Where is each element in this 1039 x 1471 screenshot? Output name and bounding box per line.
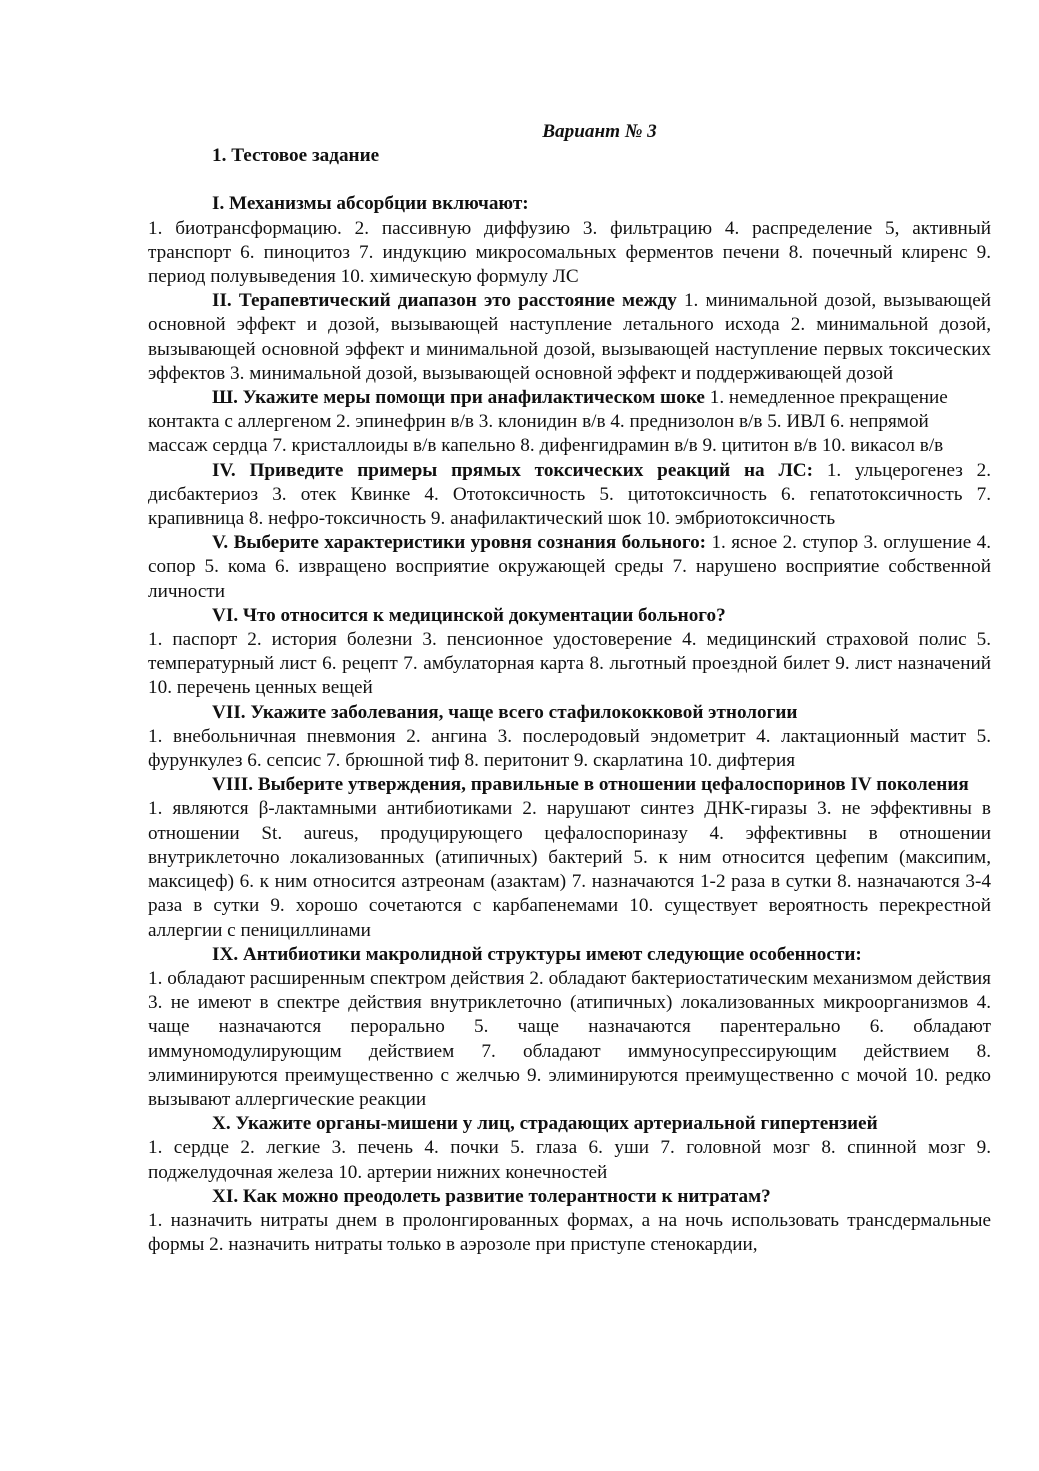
question-answers: 1. ясное 2. ступор 3. оглушение 4. сопор 5. кома 6. извращено восприятие окружающей среды 7. нарушено восприятие собственной личности: [148, 532, 991, 602]
variant-title: Вариант № 3: [542, 121, 657, 142]
question-7: [148, 701, 991, 774]
question-answers: 1. немедленное прекращение контакта с аллергеном 2. эпинефрин в/в 3. клонидин в/в 4. преднизолон в/в 5. ИВЛ 6. непрямой массаж сердца 7. кристаллоиды в/в капельно 8. дифенгидрамин в/в 9. цититон в/в 10. викасол в/в: [148, 387, 948, 457]
question-heading: VIII. Выберите утверждения, правильные в отношении цефалоспоринов IV поколения: [212, 774, 969, 796]
question-10: [148, 1112, 991, 1185]
question-heading: II. Терапевтический диапазон это расстояние между: [212, 290, 677, 312]
question-answers: 1. паспорт 2. история болезни 3. пенсионное удостоверение 4. медицинский страховой полис 5. температурный лист 6. рецепт 7. амбулаторная карта 8. льготный проездной билет 9. лист назначений 10. перечень ценных вещей: [148, 629, 991, 699]
question-3: [148, 386, 991, 459]
question-2: [148, 289, 991, 386]
question-11: [148, 1185, 991, 1258]
document-page: [148, 120, 991, 1257]
question-heading: X. Укажите органы-мишени у лиц, страдающих артериальной гипертензией: [212, 1113, 878, 1135]
question-heading: VII. Укажите заболевания, чаще всего стафилококковой этнологии: [212, 701, 798, 723]
question-answers: 1. ульцерогенез 2. дисбактериоз 3. отек Квинке 4. Ототоксичность 5. цитотоксичность 6. гепатотоксичность 7. крапивница 8. нефро-токсичность 9. анафилактический шок 10. эмбриотоксичность: [148, 459, 991, 530]
question-answers: 1. биотрансформацию. 2. пассивную диффузию 3. фильтрацию 4. распределение 5, активный транспорт 6. пиноцитоз 7. индукцию микросомальных ферментов печени 8. почечный клиренс 9. период полувыведения 10. химическую формулу ЛС: [148, 217, 991, 288]
question-answers: 1. сердце 2. легкие 3. печень 4. почки 5. глаза 6. уши 7. головной мозг 8. спинной мозг 9. поджелудочная железа 10. артерии нижних конечностей: [148, 1137, 991, 1183]
question-heading: IX. Антибиотики макролидной структуры имеют следующие особенности:: [212, 943, 862, 965]
question-heading: VI. Что относится к медицинской документации больного?: [212, 604, 726, 626]
question-heading: IV. Приведите примеры прямых токсических реакций на ЛС:: [212, 459, 813, 481]
task-title: 1. Тестовое задание: [212, 145, 380, 167]
question-6: [148, 604, 991, 701]
question-heading: Ш. Укажите меры помощи при анафилактическом шоке: [212, 387, 705, 409]
question-heading: V. Выберите характеристики уровня сознания больного:: [212, 532, 707, 554]
question-heading: XI. Как можно преодолеть развитие толерантности к нитратам?: [212, 1185, 771, 1207]
question-answers: 1. внебольничная пневмония 2. ангина 3. послеродовый эндометрит 4. лактационный мастит 5. фурункулез 6. сепсис 7. брюшной тиф 8. перитонит 9. скарлатина 10. дифтерия: [148, 725, 991, 772]
question-heading: I. Механизмы абсорбции включают:: [212, 193, 529, 215]
question-8: [148, 773, 991, 942]
question-5: [148, 531, 991, 604]
question-answers: 1. являются β-лактамными антибиотиками 2. нарушают синтез ДНК-гиразы 3. не эффективны в отношении St. aureus, продуцирующего цефалоспориназу 4. эффективны в отношении внутриклеточно локализованных (атипичных) бактерий 5. к ним относится цефепим (максипим, максицеф) 6. к ним относится азтреонам (азактам) 7. назначаются 1-2 раза в сутки 8. назначаются 3-4 раза в сутки 9. хорошо сочетаются с карбапенемами 10. существует вероятность перекрестной аллергии с пенициллинами: [148, 798, 991, 941]
question-4: [148, 459, 991, 532]
question-answers: 1. обладают расширенным спектром действия 2. обладают бактериостатическим механизмом действия 3. не имеют в спектре действия внутриклеточно (атипичных) локализованных микроорганизмов 4. чаще назначаются перорально 5. чаще назначаются парентерально 6. обладают иммуномодулирующим действием 7. обладают иммуносупрессирующим действием 8. элиминируются преимущественно с желчью 9. элиминируются преимущественно с мочой 10. редко вызывают аллергические реакции: [148, 967, 991, 1110]
question-9: [148, 943, 991, 1112]
question-answers: 1. назначить нитраты днем в пролонгированных формах, а на ночь использовать трансдермальные формы 2. назначить нитраты только в аэрозоле при приступе стенокардии,: [148, 1209, 991, 1256]
question-answers: 1. минимальной дозой, вызывающей основной эффект и дозой, вызывающей наступление летального исхода 2. минимальной дозой, вызывающей основной эффект и минимальной дозой, вызывающей наступление первых токсических эффектов 3. минимальной дозой, вызывающей основной эффект и поддерживающей дозой: [148, 290, 991, 384]
question-1: [148, 192, 991, 289]
